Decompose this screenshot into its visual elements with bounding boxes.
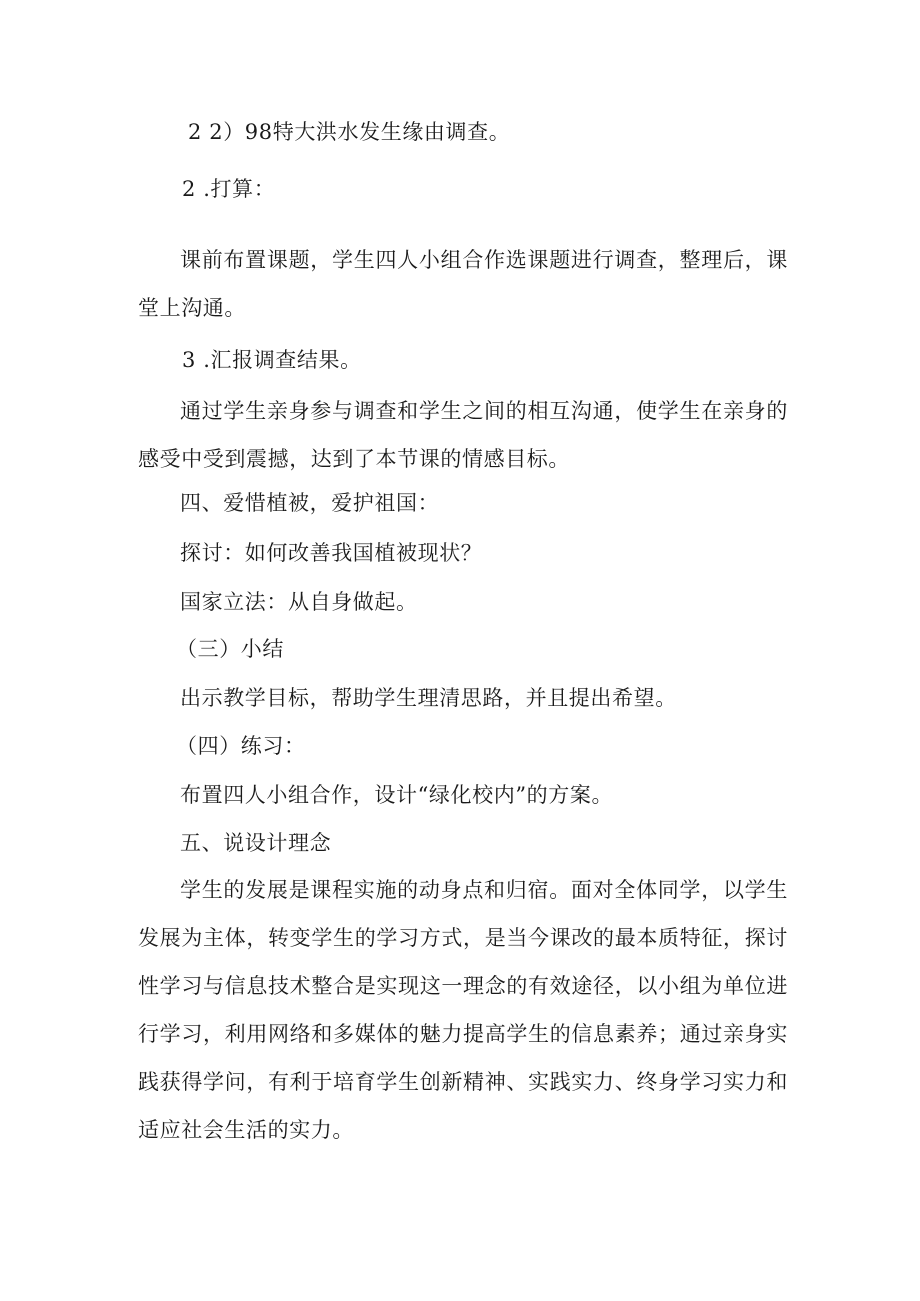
practice-text: 布置四人小组合作，设计“绿化校内”的方案。 (180, 783, 614, 807)
item-flood-cause-survey: 2 2）98特大洪水发生缘由调查。 (188, 120, 511, 144)
summary-text: 出示教学目标，帮助学生理清思路，并且提出希望。 (180, 686, 677, 710)
paragraph-plan-description: 课前布置课题，学生四人小组合作选课题进行调查，整理后，课堂上沟通。 (138, 248, 788, 320)
practice-heading: （四）练习： (176, 734, 306, 758)
paragraph-design-concept: 学生的发展是课程实施的动身点和归宿。面对全体同学，以学生发展为主体，转变学生的学习方式，是当今课改的最本质特征，探讨性学习与信息技术整合是实现这一理念的有效途径，以小组为单位进行学习，利用网络和多媒体的魅力提高学生的信息素养；通过亲身实践获得学问，有利于培育学生创新精神、实践实力、终身学习实力和适应社会生活的实力。 (138, 878, 788, 1142)
section-five-heading: 五、说设计理念 (180, 831, 332, 855)
paragraph-report-description: 通过学生亲身参与调查和学生之间的相互沟通，使学生在亲身的感受中受到震撼，达到了本节课的情感目标。 (138, 399, 788, 471)
section-four-heading: 四、爱惜植被，爱护祖国： (180, 491, 440, 515)
item-plan-heading: 2 .打算： (182, 177, 276, 201)
discussion-question: 探讨：如何改善我国植被现状？ (180, 541, 483, 565)
summary-heading: （三）小结 (176, 637, 284, 661)
item-report-results-heading: 3 .汇报调查结果。 (182, 348, 362, 372)
national-legislation-line: 国家立法：从自身做起。 (180, 590, 418, 614)
